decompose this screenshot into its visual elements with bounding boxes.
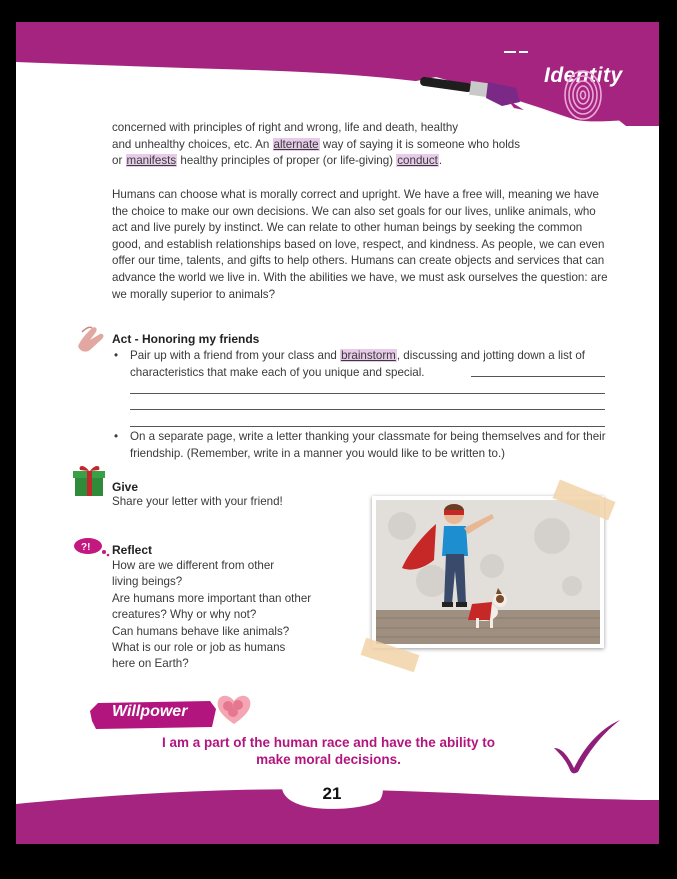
reflect-line: here on Earth? — [112, 657, 189, 671]
reflect-line: Can humans behave like animals? — [112, 624, 290, 638]
vocab-brainstorm[interactable]: brainstorm — [341, 349, 396, 362]
intro-line-2 — [112, 137, 612, 154]
willpower-label: Willpower — [112, 703, 188, 720]
intro-line-1: concerned with principles of right and wrong, life and death, healthy — [112, 121, 459, 134]
answer-line[interactable] — [130, 426, 605, 427]
act-bullet-2 — [114, 429, 614, 462]
answer-line[interactable] — [471, 376, 605, 377]
hands-icon — [74, 322, 108, 354]
superhero-child-photo — [372, 496, 604, 648]
willpower-motto — [126, 734, 531, 768]
fingerprint-icon — [562, 68, 604, 122]
bullet-text-part: , discussing and jotting down a list of characteristics that make each of you unique and special. — [130, 349, 586, 379]
svg-text:?!: ?! — [81, 542, 91, 553]
bullet-text: On a separate page, write a letter thanking your classmate for being themselves and for their friendship. (Remember, write in a manner you would like to be written to.) — [130, 430, 606, 460]
brain-heart-icon — [214, 692, 254, 726]
give-text: Share your letter with your friend! — [112, 495, 283, 508]
act-title: Act - Honoring my friends — [112, 332, 260, 346]
answer-line[interactable] — [130, 393, 605, 394]
reflect-title: Reflect — [112, 543, 153, 557]
intro-paragraph — [112, 120, 612, 170]
free-will-paragraph: Humans can choose what is morally correct and upright. We have a free will, meaning we have the choice to make our own decisions. We can also set goals for our lives, unlike animals, who act and live purely by instinct. We can relate to other human beings by seeking the common good, and establish relationships based on love, respect, and kindness. As people, we can even offer our time, talents, and gifts to help others. Humans can create objects and services that can advance the world we live in. With the abilities we have, we must ask ourselves the question: are we morally superior to animals? — [112, 188, 608, 301]
header-title: Identity — [544, 64, 623, 87]
vocab-manifests[interactable]: manifests — [126, 154, 177, 168]
footer-band — [16, 770, 659, 844]
reflect-questions — [112, 558, 347, 673]
reflect-line: What is our role or job as humans — [112, 641, 286, 655]
page-number: 21 — [322, 784, 342, 803]
answer-line[interactable] — [130, 409, 605, 410]
bullet-text-part: Pair up with a friend from your class and — [130, 349, 341, 362]
book-page — [16, 22, 659, 844]
checkmark-icon — [552, 718, 622, 774]
vocab-conduct[interactable]: conduct — [397, 154, 438, 168]
reflect-line: living beings? — [112, 575, 183, 589]
bullet-dot: • — [114, 430, 119, 443]
intro-text: way of saying it is someone who holds — [319, 137, 521, 151]
reflect-line: creatures? Why or why not? — [112, 608, 257, 622]
reflect-line: How are we different from other — [112, 559, 275, 572]
bullet-dot: • — [114, 349, 119, 362]
vocab-alternate[interactable]: alternate — [273, 137, 319, 151]
reflect-line: Are humans more important than other — [112, 591, 312, 605]
intro-text: healthy principles of proper (or life-giving) — [177, 154, 397, 168]
speech-bubble-icon — [72, 536, 110, 558]
gift-icon — [72, 462, 106, 498]
motto-line: I am a part of the human race and have the ability to — [161, 735, 496, 750]
intro-text: . — [438, 154, 443, 168]
motto-line: make moral decisions. — [256, 752, 401, 767]
intro-line-3 — [112, 153, 612, 170]
intro-text: and unhealthy choices, etc. An — [112, 137, 273, 151]
give-title: Give — [112, 480, 139, 494]
paintbrush-icon — [416, 62, 526, 112]
intro-text: or — [112, 154, 126, 168]
